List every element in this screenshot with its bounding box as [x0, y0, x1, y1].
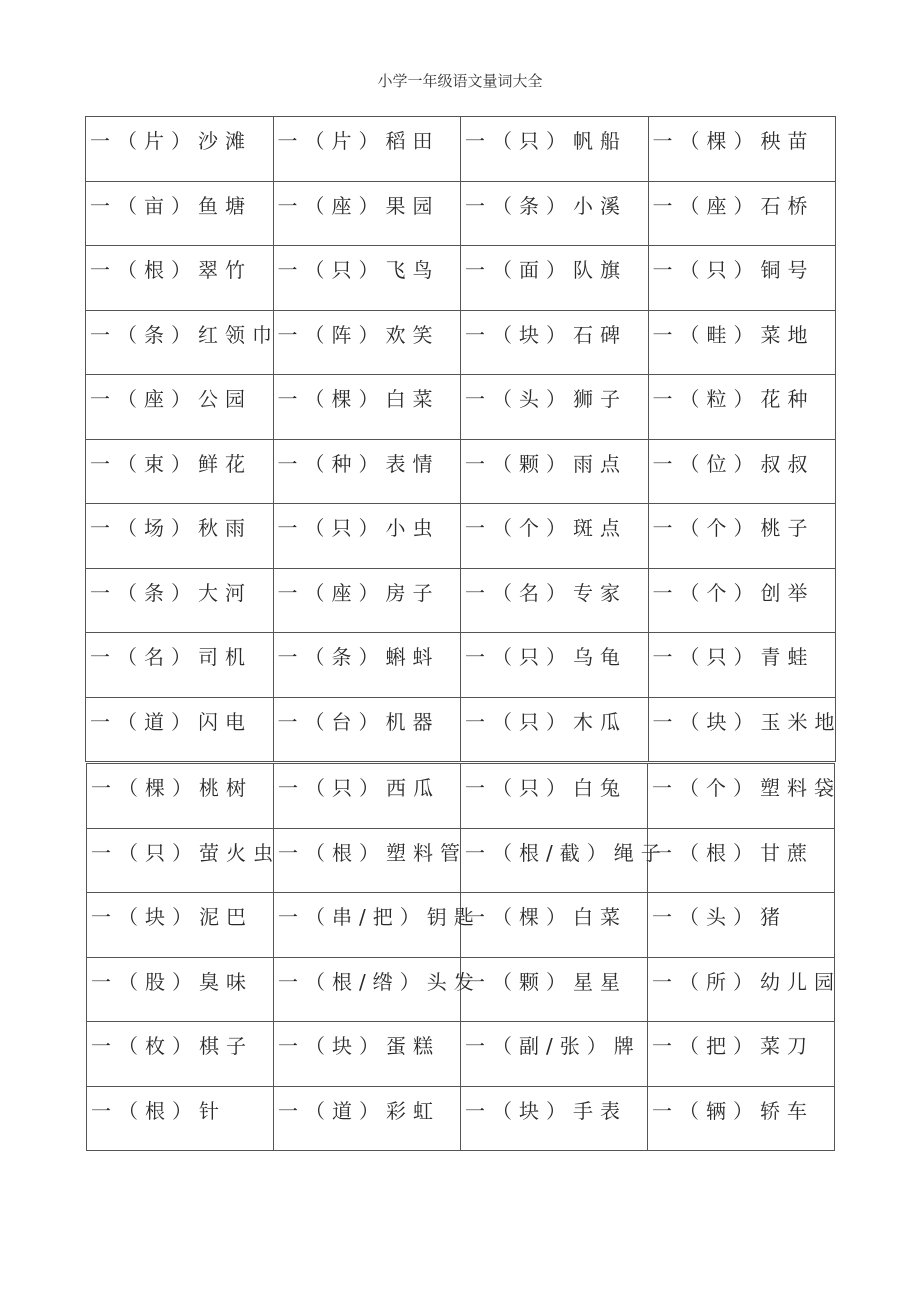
table-row [87, 957, 835, 1022]
table-cell [461, 310, 649, 375]
table-cell [87, 893, 274, 958]
measure-word-phrase: 一（束）鲜花 [90, 451, 252, 476]
table-row [86, 633, 836, 698]
measure-word-phrase: 一（块）蛋糕 [278, 1034, 440, 1058]
measure-word-phrase: 一（座）石桥 [652, 193, 815, 218]
table-cell [86, 697, 274, 762]
table-cell [461, 375, 649, 440]
table-cell [648, 246, 836, 311]
measure-word-phrase: 一（条）大河 [90, 580, 252, 605]
table-row [87, 1086, 835, 1151]
table-cell [273, 375, 461, 440]
table-cell [87, 957, 274, 1022]
measure-word-phrase: 一（根）翠竹 [90, 258, 252, 282]
table-row [86, 246, 836, 311]
table-row [86, 439, 836, 504]
measure-word-phrase: 一（个）塑料袋 [652, 776, 841, 800]
measure-word-phrase: 一（台）机器 [277, 709, 440, 734]
measure-word-phrase: 一（只）西瓜 [278, 776, 440, 800]
measure-word-phrase: 一（只）乌龟 [465, 645, 627, 669]
table-row [86, 504, 836, 569]
table-cell [461, 181, 649, 246]
measure-word-phrase: 一（名）司机 [90, 645, 252, 669]
table-row [86, 310, 836, 375]
measure-word-phrase: 一（道）彩虹 [278, 1098, 440, 1123]
measure-word-phrase: 一（头）狮子 [465, 387, 627, 411]
table-cell [648, 764, 841, 829]
table-cell [461, 828, 668, 893]
measure-word-phrase: 一（副/张）牌 [465, 1034, 641, 1058]
table-cell [87, 828, 280, 893]
measure-word-phrase: 一（片）稻田 [277, 129, 440, 153]
table-cell [648, 375, 836, 440]
table-cell [87, 764, 274, 829]
measure-word-phrase: 一（根/截）绳子 [465, 840, 668, 865]
table-cell [648, 633, 836, 698]
measure-word-phrase: 一（块）手表 [465, 1098, 627, 1123]
table-cell [648, 1022, 835, 1087]
table-cell [461, 568, 649, 633]
table-cell [648, 697, 842, 762]
table-cell [274, 828, 467, 893]
measure-word-phrase: 一（条）蝌蚪 [277, 645, 440, 669]
table-cell [648, 439, 836, 504]
measure-word-phrase: 一（道）闪电 [90, 709, 252, 734]
measure-word-phrase: 一（串/把）钥匙 [278, 905, 481, 929]
measure-word-phrase: 一（枚）棋子 [91, 1034, 253, 1058]
table-row [86, 375, 836, 440]
table-cell [274, 893, 481, 958]
measure-word-phrase: 一（畦）菜地 [652, 322, 815, 347]
measure-word-phrase: 一（块）石碑 [465, 322, 627, 347]
table-row [87, 1022, 835, 1087]
measure-word-phrase: 一（条）红领巾 [90, 322, 279, 347]
measure-word-phrase: 一（场）秋雨 [90, 516, 252, 540]
measure-word-phrase: 一（座）公园 [90, 387, 252, 411]
measure-word-phrase: 一（棵）桃树 [91, 776, 253, 800]
table-cell [273, 568, 461, 633]
table-cell [86, 117, 274, 182]
table-cell [461, 697, 649, 762]
measure-word-phrase: 一（头）猪 [652, 905, 787, 929]
table-row [87, 764, 835, 829]
table-cell [648, 504, 836, 569]
table-cell [86, 246, 274, 311]
table-cell [648, 893, 835, 958]
measure-word-phrase: 一（座）果园 [277, 193, 440, 218]
measure-word-phrase: 一（座）房子 [277, 580, 440, 605]
measure-word-phrase: 一（个）斑点 [465, 516, 627, 540]
measure-word-phrase: 一（所）幼儿园 [652, 969, 841, 994]
table-cell [86, 568, 274, 633]
measure-word-phrase: 一（股）臭味 [91, 969, 253, 994]
table-cell [461, 893, 648, 958]
measure-word-phrase: 一（亩）鱼塘 [90, 193, 252, 218]
table-cell [273, 117, 461, 182]
measure-word-phrase: 一（根）塑料管 [278, 840, 467, 865]
measure-word-phrase: 一（棵）白菜 [277, 387, 440, 411]
table-cell [86, 310, 279, 375]
measure-word-phrase: 一（颗）星星 [465, 969, 627, 994]
measure-word-phrase: 一（只）铜号 [652, 258, 815, 282]
measure-word-phrase: 一（名）专家 [465, 580, 627, 605]
table-cell [461, 1086, 648, 1151]
measure-word-phrase: 一（只）小虫 [277, 516, 440, 540]
measure-word-phrase: 一（只）帆船 [465, 129, 627, 153]
measure-word-phrase: 一（块）玉米地 [652, 709, 842, 734]
measure-word-phrase: 一（颗）雨点 [465, 451, 627, 476]
table-cell [274, 957, 481, 1022]
table-cell [461, 633, 649, 698]
table-cell [648, 1086, 835, 1151]
measure-word-phrase: 一（把）菜刀 [652, 1034, 814, 1058]
table-cell [273, 310, 461, 375]
measure-word-phrase: 一（根）甘蔗 [652, 840, 814, 865]
table-cell [648, 568, 836, 633]
measure-word-phrase: 一（阵）欢笑 [277, 322, 440, 347]
measure-word-phrase: 一（条）小溪 [465, 193, 627, 218]
measure-word-phrase: 一（只）萤火虫 [91, 840, 280, 865]
table-cell [461, 439, 649, 504]
measure-word-phrase: 一（种）表情 [277, 451, 440, 476]
table-cell [648, 117, 836, 182]
measure-word-phrase: 一（位）叔叔 [652, 451, 815, 476]
measure-word-phrase: 一（只）飞鸟 [277, 258, 440, 282]
table-cell [461, 1022, 648, 1087]
table-row [86, 117, 836, 182]
table-row [86, 181, 836, 246]
table-cell [648, 828, 835, 893]
measure-word-phrase: 一（片）沙滩 [90, 129, 252, 153]
measure-word-phrase: 一（根/绺）头发 [278, 969, 481, 994]
measure-word-phrase: 一（面）队旗 [465, 258, 627, 282]
table-cell [461, 246, 649, 311]
measure-word-phrase: 一（个）创举 [652, 580, 815, 605]
measure-word-phrase: 一（只）白兔 [465, 776, 627, 800]
table-cell [274, 1022, 461, 1087]
measure-word-phrase: 一（辆）轿车 [652, 1098, 814, 1123]
measure-word-table-1 [85, 116, 842, 762]
page-title: 小学一年级语文量词大全 [377, 72, 543, 90]
measure-word-phrase: 一（只）青蛙 [652, 645, 815, 669]
table-cell [87, 1022, 274, 1087]
measure-word-phrase: 一（粒）花种 [652, 387, 815, 411]
measure-word-phrase: 一（只）木瓜 [465, 709, 627, 734]
table-cell [461, 957, 648, 1022]
table-row [86, 697, 836, 762]
table-cell [273, 633, 461, 698]
measure-word-table-2 [86, 763, 841, 1151]
table-cell [274, 764, 461, 829]
measure-word-phrase: 一（棵）白菜 [465, 905, 627, 929]
table-cell [273, 504, 461, 569]
table-cell [274, 1086, 461, 1151]
table-cell [86, 504, 274, 569]
table-row [87, 893, 835, 958]
table-row [87, 828, 835, 893]
table-cell [648, 310, 836, 375]
table-cell [273, 439, 461, 504]
measure-word-phrase: 一（块）泥巴 [91, 905, 253, 929]
table-cell [86, 181, 274, 246]
measure-word-phrase: 一（个）桃子 [652, 516, 815, 540]
table-cell [273, 181, 461, 246]
table-cell [273, 697, 461, 762]
table-row [86, 568, 836, 633]
table-cell [648, 957, 841, 1022]
table-cell [86, 439, 274, 504]
table-cell [461, 504, 649, 569]
table-cell [648, 181, 836, 246]
measure-word-phrase: 一（根）针 [91, 1098, 226, 1123]
table-cell [87, 1086, 274, 1151]
measure-word-phrase: 一（棵）秧苗 [652, 129, 815, 153]
table-cell [273, 246, 461, 311]
table-cell [461, 764, 648, 829]
table-cell [86, 633, 274, 698]
table-cell [461, 117, 649, 182]
table-cell [86, 375, 274, 440]
